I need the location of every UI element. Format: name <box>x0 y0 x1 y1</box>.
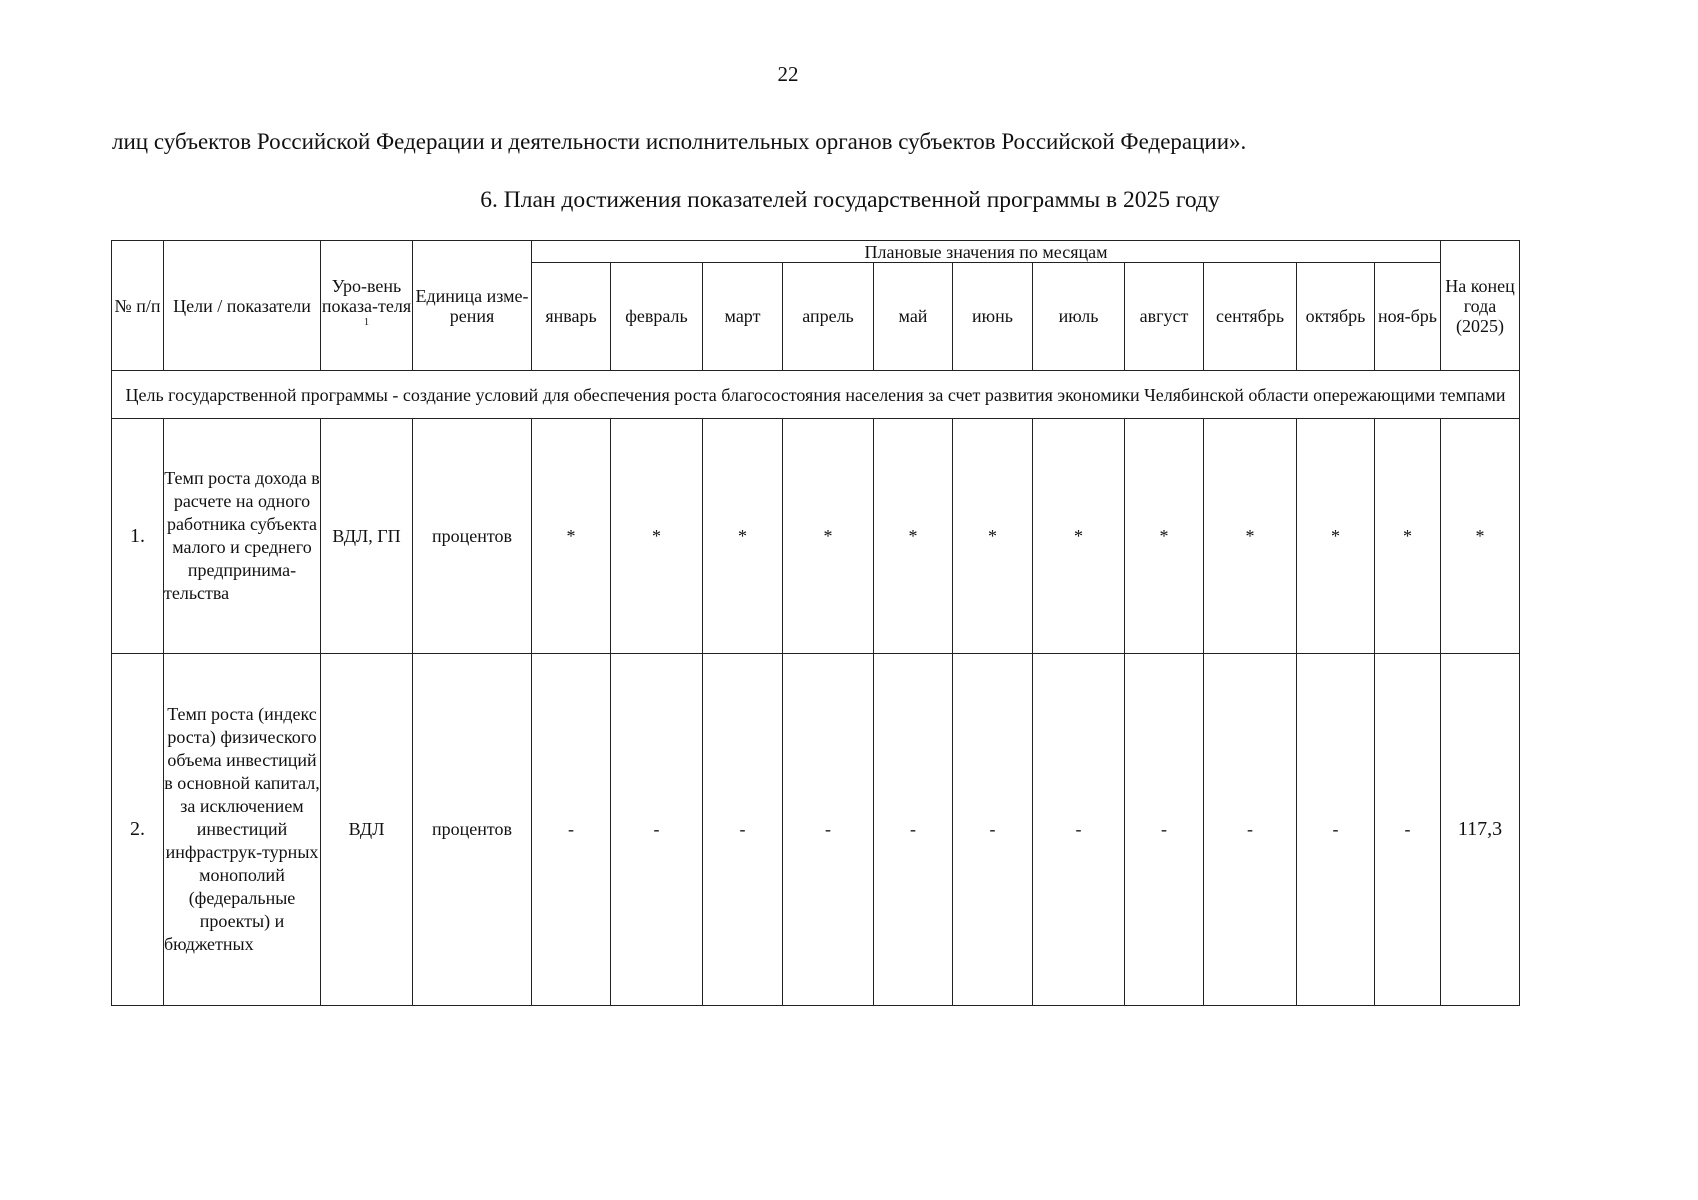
year-end-value: 117,3 <box>1441 654 1520 1006</box>
month-value: * <box>1033 419 1125 654</box>
header-month: ноя-брь <box>1375 263 1441 371</box>
month-value: * <box>874 419 953 654</box>
month-value: * <box>703 419 783 654</box>
indicators-plan-table <box>111 240 1520 1006</box>
header-year-end: На конец года (2025) <box>1441 241 1520 371</box>
month-value: - <box>1204 654 1297 1006</box>
header-level <box>321 241 413 371</box>
header-level-footnote: 1 <box>364 316 369 328</box>
header-month: август <box>1125 263 1204 371</box>
header-planned-by-month: Плановые значения по месяцам <box>532 241 1441 263</box>
header-number: № п/п <box>112 241 164 371</box>
header-level-label: Уро-вень показа-теля <box>321 275 412 316</box>
header-month: май <box>874 263 953 371</box>
month-value: - <box>1125 654 1204 1006</box>
section-heading: 6. План достижения показателей государственной программы в 2025 году <box>480 187 1220 213</box>
month-value: - <box>611 654 703 1006</box>
indicator-name: Темп роста (индекс роста) физического объема инвестиций в основной капитал, за исключением инвестиций инфраструк-турных монополий (федеральные проекты) и бюджетных <box>164 654 321 1006</box>
header-month: март <box>703 263 783 371</box>
month-value: * <box>611 419 703 654</box>
indicator-name: Темп роста дохода в расчете на одного работника субъекта малого и среднего предпринима-тельства <box>164 419 321 654</box>
header-goals: Цели / показатели <box>164 241 321 371</box>
month-value: * <box>532 419 611 654</box>
header-month: сентябрь <box>1204 263 1297 371</box>
indicator-unit: процентов <box>413 654 532 1006</box>
month-value: - <box>703 654 783 1006</box>
month-value: * <box>783 419 874 654</box>
continuation-text: лиц субъектов Российской Федерации и деятельности исполнительных органов субъектов Российской Федерации». <box>112 129 1247 154</box>
month-value: * <box>1297 419 1375 654</box>
header-month: октябрь <box>1297 263 1375 371</box>
header-month: январь <box>532 263 611 371</box>
row-number: 1. <box>112 419 164 654</box>
program-goal-row: Цель государственной программы - создание условий для обеспечения роста благосостояния населения за счет развития экономики Челябинской области опережающими темпами <box>112 371 1520 419</box>
header-month: июль <box>1033 263 1125 371</box>
header-unit: Единица изме-рения <box>413 241 532 371</box>
month-value: - <box>1297 654 1375 1006</box>
header-month: февраль <box>611 263 703 371</box>
month-value: - <box>532 654 611 1006</box>
month-value: - <box>874 654 953 1006</box>
indicator-unit: процентов <box>413 419 532 654</box>
month-value: - <box>1375 654 1441 1006</box>
month-value: - <box>953 654 1033 1006</box>
year-end-value: * <box>1441 419 1520 654</box>
page-number: 22 <box>777 62 799 86</box>
month-value: - <box>783 654 874 1006</box>
indicator-level: ВДЛ, ГП <box>321 419 413 654</box>
month-value: * <box>953 419 1033 654</box>
indicator-level: ВДЛ <box>321 654 413 1006</box>
month-value: - <box>1033 654 1125 1006</box>
month-value: * <box>1204 419 1297 654</box>
row-number: 2. <box>112 654 164 1006</box>
header-month: апрель <box>783 263 874 371</box>
month-value: * <box>1375 419 1441 654</box>
header-month: июнь <box>953 263 1033 371</box>
month-value: * <box>1125 419 1204 654</box>
